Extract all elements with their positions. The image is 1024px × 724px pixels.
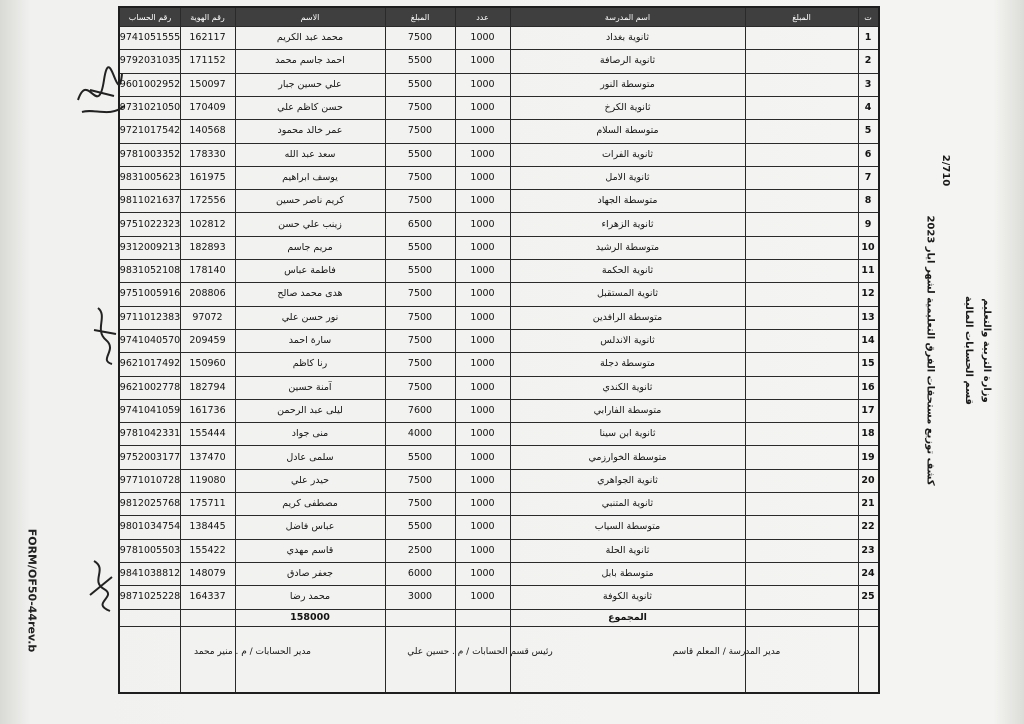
table-cell-account: 9741041059 <box>120 404 180 416</box>
table-cell-school: متوسطة الرشيد <box>595 241 660 253</box>
table-cell-name: سلمى عادل <box>286 451 334 463</box>
table-cell-amount: 7600 <box>407 404 433 416</box>
table-cell-id: 150097 <box>189 78 226 90</box>
table-cell-id: 102812 <box>189 218 226 230</box>
table-cell-account: 9812025768 <box>120 498 180 510</box>
table-cell-count: 1000 <box>470 498 495 510</box>
table-cell-count: 1000 <box>470 102 495 114</box>
table-cell-school: ثانوية الزهراء <box>601 218 654 230</box>
table-cell-count: 1000 <box>470 241 495 253</box>
table-cell-count: 1000 <box>470 171 495 183</box>
table-cell-id: 137470 <box>189 451 226 463</box>
table-cell-count: 1000 <box>470 404 495 416</box>
table-cell-school: متوسطة النور <box>600 78 655 90</box>
column-header: عدد <box>476 12 489 22</box>
table-cell-no: 5 <box>864 125 872 137</box>
table-cell-no: 11 <box>861 265 875 277</box>
table-cell-name: محمد رضا <box>289 591 331 603</box>
table-cell-school: ثانوية الرصافة <box>599 55 656 67</box>
table-cell-school-right <box>745 119 858 142</box>
row-divider <box>120 609 878 610</box>
table-cell-account: 9621002778 <box>120 381 180 393</box>
table-cell-amount: 5500 <box>407 241 433 253</box>
table-cell-amount: 5500 <box>407 78 433 90</box>
table-cell-count: 1000 <box>470 32 495 44</box>
table-cell-no: 8 <box>864 195 872 207</box>
table-cell-count: 1000 <box>470 148 495 160</box>
table-cell-name: فاطمة عباس <box>284 265 336 277</box>
table-cell-no: 4 <box>864 102 872 114</box>
ministry-line: وزارة التربية والتعليم <box>980 297 992 403</box>
table-cell-count: 1000 <box>470 265 495 277</box>
table-cell-no: 10 <box>861 241 875 253</box>
table-cell-count: 1000 <box>470 78 495 90</box>
table-cell-count: 1000 <box>470 428 495 440</box>
table-cell-no: 22 <box>861 521 875 533</box>
payment-table <box>118 6 880 694</box>
table-cell-id: 148079 <box>189 568 226 580</box>
table-cell-name: حيدر علي <box>290 474 330 486</box>
table-cell-no: 13 <box>861 311 875 323</box>
table-cell-account: 9751022323 <box>120 218 180 230</box>
table-cell-school: متوسطة السلام <box>596 125 659 137</box>
table-cell-account: 9312009213 <box>120 241 180 253</box>
total-label: المجموع <box>608 611 647 623</box>
table-cell-amount: 7500 <box>407 311 433 323</box>
table-cell-amount: 4000 <box>407 428 433 440</box>
table-cell-account: 9621017492 <box>120 358 180 370</box>
table-cell-amount: 7500 <box>407 474 433 486</box>
table-cell-account: 9781042331 <box>120 428 180 440</box>
total-value: 158000 <box>290 611 330 623</box>
table-cell-account: 9831052108 <box>120 265 180 277</box>
table-cell-id: 182794 <box>189 381 226 393</box>
table-cell-name: عباس فاضل <box>285 521 335 533</box>
table-cell-amount: 7500 <box>407 358 433 370</box>
table-cell-name: كريم ناصر حسين <box>275 195 345 207</box>
table-cell-no: 20 <box>861 474 875 486</box>
table-cell-amount: 7500 <box>407 381 433 393</box>
table-cell-school: ثانوية بغداد <box>606 32 649 44</box>
table-cell-school: ثانوية الجواهري <box>597 474 658 486</box>
form-number: FORM/OF50-44rev.b <box>25 528 39 652</box>
table-cell-school: ثانوية الفرات <box>601 148 653 160</box>
table-cell-id: 172556 <box>189 195 226 207</box>
table-cell-amount: 7500 <box>407 125 433 137</box>
table-cell-count: 1000 <box>470 381 495 393</box>
table-cell-no: 16 <box>861 381 875 393</box>
table-cell-school: متوسطة دجلة <box>599 358 656 370</box>
table-cell-school: متوسطة الرافدين <box>592 311 663 323</box>
table-cell-amount: 2500 <box>407 544 433 556</box>
table-cell-amount: 7500 <box>407 102 433 114</box>
table-cell-id: 119080 <box>189 474 226 486</box>
table-cell-school-right <box>745 329 858 352</box>
table-cell-name: هدى محمد صالح <box>277 288 343 300</box>
table-cell-name: نور حسن علي <box>281 311 339 323</box>
table-cell-school-right <box>745 492 858 515</box>
table-cell-school-right <box>745 352 858 375</box>
table-cell-id: 171152 <box>189 55 226 67</box>
table-cell-amount: 5500 <box>407 55 433 67</box>
table-cell-id: 170409 <box>189 102 226 114</box>
table-cell-school: ثانوية المتنبي <box>601 498 654 510</box>
table-cell-name: سارة احمد <box>288 335 332 347</box>
table-cell-count: 1000 <box>470 288 495 300</box>
table-cell-school-right <box>745 445 858 468</box>
table-cell-amount: 5500 <box>407 521 433 533</box>
signature-bottom-left <box>82 555 122 615</box>
table-cell-account: 9841038812 <box>120 568 180 580</box>
table-cell-amount: 7500 <box>407 195 433 207</box>
table-cell-id: 162117 <box>189 32 226 44</box>
table-cell-amount: 5500 <box>407 451 433 463</box>
table-cell-count: 1000 <box>470 591 495 603</box>
table-cell-count: 1000 <box>470 311 495 323</box>
table-cell-school-right <box>745 26 858 49</box>
table-cell-name: مصطفى كريم <box>282 498 338 510</box>
table-cell-account: 9751005916 <box>120 288 180 300</box>
table-cell-name: علي حسين جبار <box>278 78 342 90</box>
table-cell-count: 1000 <box>470 451 495 463</box>
table-cell-account: 9601002952 <box>120 78 180 90</box>
table-cell-name: حسن كاظم علي <box>277 102 343 114</box>
column-header: رقم الحساب <box>128 12 172 22</box>
table-cell-name: زينب علي حسن <box>278 218 342 230</box>
table-cell-count: 1000 <box>470 125 495 137</box>
table-cell-amount: 3000 <box>407 591 433 603</box>
table-cell-id: 161975 <box>189 171 226 183</box>
table-cell-no: 24 <box>861 568 875 580</box>
table-cell-school: ثانوية الكوفة <box>602 591 653 603</box>
table-cell-school-right <box>745 189 858 212</box>
table-cell-amount: 7500 <box>407 498 433 510</box>
table-cell-count: 1000 <box>470 474 495 486</box>
column-header: رقم الهوية <box>190 12 225 22</box>
column-header: المبلغ <box>792 12 811 22</box>
table-cell-no: 15 <box>861 358 875 370</box>
table-cell-id: 97072 <box>192 311 223 323</box>
table-cell-id: 209459 <box>189 335 226 347</box>
table-cell-account: 9731021050 <box>120 102 180 114</box>
table-cell-school: ثانوية الكندي <box>602 381 653 393</box>
table-cell-account: 9811021637 <box>120 195 180 207</box>
table-cell-no: 6 <box>864 148 872 160</box>
table-cell-no: 18 <box>861 428 875 440</box>
table-cell-no: 3 <box>864 78 872 90</box>
footer-signature-label: مدير المدرسة / المعلم قاسم <box>672 646 781 657</box>
table-cell-school-right <box>745 96 858 119</box>
table-cell-school: متوسطة الخوارزمي <box>588 451 667 463</box>
table-cell-no: 1 <box>864 32 872 44</box>
table-cell-name: مريم جاسم <box>287 241 333 253</box>
table-cell-school-right <box>745 515 858 538</box>
table-cell-count: 1000 <box>470 521 495 533</box>
table-cell-account: 9781003352 <box>120 148 180 160</box>
table-cell-no: 21 <box>861 498 875 510</box>
table-cell-count: 1000 <box>470 358 495 370</box>
table-cell-school-right <box>745 212 858 235</box>
table-cell-name: ليلى عبد الرحمن <box>277 404 343 416</box>
table-cell-name: احمد جاسم محمد <box>275 55 345 67</box>
column-header: المبلغ <box>410 12 430 22</box>
signature-top-left <box>70 60 130 130</box>
table-cell-name: قاسم مهدي <box>286 544 334 556</box>
column-header: الاسم <box>300 12 320 22</box>
table-cell-school: ثانوية الحكمة <box>601 265 654 277</box>
footer-signature-label: مدير الحسابات / م . منير محمد <box>194 646 311 657</box>
table-cell-id: 150960 <box>189 358 226 370</box>
table-cell-id: 140568 <box>189 125 226 137</box>
table-cell-school-right <box>745 166 858 189</box>
table-cell-name: يوسف ابراهيم <box>282 171 338 183</box>
table-cell-school-right <box>745 562 858 585</box>
table-cell-school-right <box>745 585 858 608</box>
table-cell-id: 208806 <box>189 288 226 300</box>
table-cell-name: رنا كاظم <box>292 358 328 370</box>
table-cell-amount: 5500 <box>407 265 433 277</box>
table-cell-account: 9792031035 <box>120 55 180 67</box>
table-cell-school: ثانوية المستقبل <box>596 288 659 300</box>
table-cell-account: 9721017542 <box>120 125 180 137</box>
table-cell-account: 9781005503 <box>120 544 180 556</box>
table-cell-school-right <box>745 143 858 166</box>
table-cell-amount: 6000 <box>407 568 433 580</box>
table-cell-count: 1000 <box>470 335 495 347</box>
table-cell-account: 9771010728 <box>120 474 180 486</box>
table-cell-account: 9741051555 <box>120 32 180 44</box>
table-cell-school-right <box>745 73 858 96</box>
row-divider <box>120 626 878 627</box>
form-ref: 2/710 <box>940 154 952 186</box>
table-cell-school-right <box>745 376 858 399</box>
footer-signature-label: رئيس قسم الحسابات / م . حسين علي <box>407 646 553 657</box>
table-cell-no: 14 <box>861 335 875 347</box>
table-cell-id: 155422 <box>189 544 226 556</box>
table-cell-amount: 7500 <box>407 171 433 183</box>
column-header: ت <box>864 12 872 22</box>
table-cell-school: ثانوية الكرخ <box>604 102 651 114</box>
table-cell-school: متوسطة الجهاد <box>597 195 658 207</box>
table-cell-school-right <box>745 469 858 492</box>
table-cell-name: آمنة حسين <box>288 381 332 393</box>
table-cell-no: 12 <box>861 288 875 300</box>
table-cell-id: 138445 <box>189 521 226 533</box>
signature-middle <box>88 300 122 370</box>
table-cell-id: 155444 <box>189 428 226 440</box>
table-cell-count: 1000 <box>470 568 495 580</box>
table-cell-no: 9 <box>864 218 872 230</box>
table-cell-account: 9831005623 <box>120 171 180 183</box>
table-cell-school-right <box>745 259 858 282</box>
table-cell-school: متوسطة الفارابي <box>593 404 662 416</box>
document-title: كشف توزيع مستحقات الفرق التعليمية لشهر ايار 2023 <box>924 214 936 486</box>
table-cell-name: محمد عبد الكريم <box>276 32 344 44</box>
table-cell-count: 1000 <box>470 544 495 556</box>
table-cell-school: ثانوية الاندلس <box>600 335 655 347</box>
table-cell-school-right <box>745 422 858 445</box>
table-cell-school-right <box>745 236 858 259</box>
table-cell-amount: 7500 <box>407 288 433 300</box>
table-cell-count: 1000 <box>470 218 495 230</box>
table-cell-school: متوسطة السياب <box>594 521 661 533</box>
table-cell-amount: 5500 <box>407 148 433 160</box>
table-cell-amount: 7500 <box>407 32 433 44</box>
table-cell-id: 164337 <box>189 591 226 603</box>
table-cell-school-right <box>745 399 858 422</box>
table-cell-school: متوسطة بابل <box>601 568 654 580</box>
table-cell-name: منى جواد <box>291 428 329 440</box>
department-line: قسم الحسابات المالية <box>962 295 974 405</box>
table-cell-school: ثانوية الحلة <box>605 544 650 556</box>
document-header <box>882 6 1012 694</box>
table-cell-no: 17 <box>861 404 875 416</box>
table-cell-school: ثانوية ابن سينا <box>599 428 656 440</box>
table-cell-school-right <box>745 306 858 329</box>
table-cell-account: 9752003177 <box>120 451 180 463</box>
table-cell-no: 7 <box>864 171 872 183</box>
table-cell-no: 2 <box>864 55 872 67</box>
table-cell-id: 161736 <box>189 404 226 416</box>
table-cell-count: 1000 <box>470 195 495 207</box>
table-cell-id: 175711 <box>189 498 226 510</box>
table-cell-account: 9871025228 <box>120 591 180 603</box>
table-cell-name: جعفر صادق <box>286 568 334 580</box>
table-cell-account: 9711012383 <box>120 311 180 323</box>
table-cell-id: 178140 <box>189 265 226 277</box>
table-cell-no: 25 <box>861 591 875 603</box>
table-cell-count: 1000 <box>470 55 495 67</box>
table-cell-name: عمر خالد محمود <box>277 125 343 137</box>
table-cell-no: 23 <box>861 544 875 556</box>
table-cell-name: سعد عبد الله <box>284 148 336 160</box>
table-cell-amount: 6500 <box>407 218 433 230</box>
table-cell-school-right <box>745 539 858 562</box>
table-cell-school-right <box>745 49 858 72</box>
column-header: اسم المدرسة <box>604 12 651 22</box>
table-cell-account: 9741040570 <box>120 335 180 347</box>
table-cell-id: 178330 <box>189 148 226 160</box>
table-cell-account: 9801034754 <box>120 521 180 533</box>
table-cell-amount: 7500 <box>407 335 433 347</box>
table-cell-id: 182893 <box>189 241 226 253</box>
table-cell-school: ثانوية الامل <box>605 171 650 183</box>
table-cell-school-right <box>745 282 858 305</box>
table-cell-no: 19 <box>861 451 875 463</box>
